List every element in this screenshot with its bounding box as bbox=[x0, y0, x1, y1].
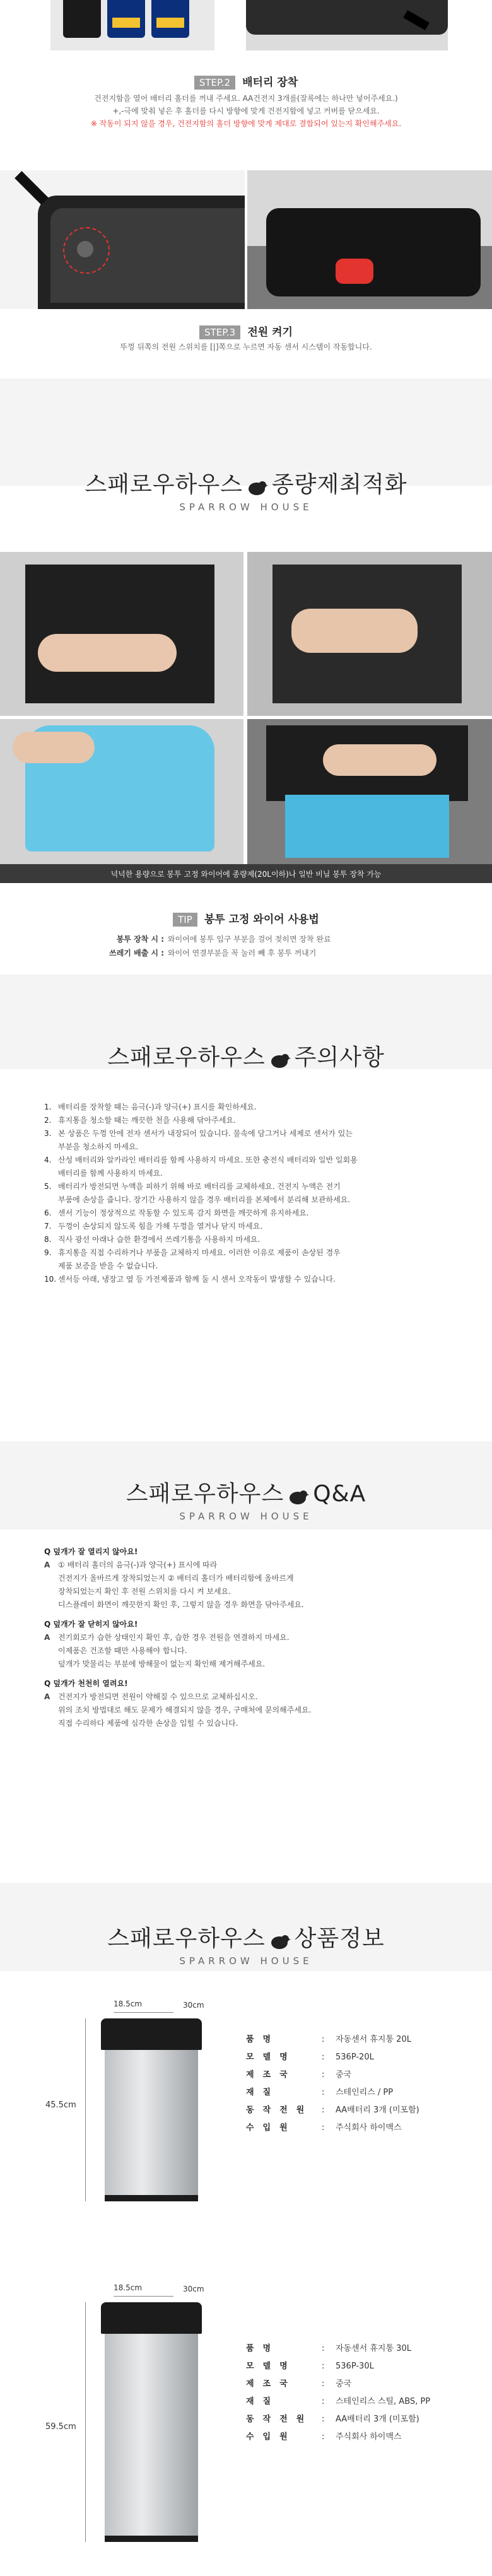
dim-height: 59.5cm bbox=[45, 2422, 76, 2432]
cover-photo bbox=[246, 0, 448, 50]
answer-line: 디스플레이 화면이 깨끗한지 확인 후, 그렇지 않을 경우 화면을 닦아주세요. bbox=[58, 1600, 304, 1609]
answer-line: A 전기회로가 습한 상태인지 확인 후, 습한 경우 전원을 연결하지 마세요. bbox=[44, 1633, 290, 1642]
list-item: 2. 휴지통을 청소할 때는 깨끗한 천을 사용해 닦아주세요. bbox=[44, 1116, 236, 1125]
list-item: 9. 휴지통을 직접 수리하거나 부품을 교체하지 마세요. 이러한 이유로 제품이 손상된 경우 bbox=[44, 1248, 341, 1257]
lid-photo-right bbox=[247, 170, 492, 309]
tip-rows bbox=[95, 932, 448, 960]
bag-photo-2 bbox=[247, 552, 492, 716]
step2-warning: ※ 작동이 되지 않을 경우, 건전지함의 홀더 방향에 맞게 제대로 결합되어 있는지 확인해주세요. bbox=[90, 119, 402, 128]
section-heading-qa bbox=[0, 1476, 492, 1522]
step2-line-1: 건전지함을 열어 배터리 홀더를 꺼내 주세요. AA건전지 3개를(잘록에는 하나만 넣어주세요.) bbox=[94, 94, 398, 103]
list-item: 제품 보증을 받을 수 없습니다. bbox=[58, 1262, 158, 1270]
tip-value: 와이어 연결부분을 꼭 눌러 빼 후 봉투 꺼내기 bbox=[168, 949, 317, 957]
tip-title: 봉투 고정 와이어 사용법 bbox=[204, 913, 319, 926]
dim-depth: 30cm bbox=[183, 2285, 204, 2293]
step2-heading bbox=[0, 73, 492, 90]
question: Q 덮개가 잘 닫히지 않아요! bbox=[44, 1620, 138, 1629]
answer-line: A 건전지가 방전되면 전원이 약해질 수 있으므로 교체하십시오. bbox=[44, 1692, 258, 1701]
power-switch-icon bbox=[336, 259, 373, 284]
step3-tag: STEP.3 bbox=[199, 325, 240, 339]
dim-width: 18.5cm bbox=[114, 1999, 143, 2008]
product-30l bbox=[0, 2283, 492, 2561]
list-item: 7. 두껑이 손상되지 않도록 힘을 가해 두껑을 열거나 닫지 마세요. bbox=[44, 1222, 263, 1231]
list-item: 부분을 청소하지 마세요. bbox=[58, 1142, 139, 1151]
list-item: 부품에 손상을 줍니다. 장기간 사용하지 않을 경우 배터리를 본체에서 분리해 보관하세요. bbox=[58, 1195, 351, 1204]
answer-line: 건전지가 올바르게 장착되었는지 ② 배터리 홀더가 배터리함에 올바르게 bbox=[58, 1574, 294, 1583]
tip-key: 쓰레기 배출 시 : bbox=[109, 949, 164, 957]
battery-cell bbox=[63, 0, 101, 38]
tip-value: 와이어에 봉투 입구 부분을 걸어 젖히면 장착 완료 bbox=[168, 935, 331, 944]
bag-photo-1 bbox=[0, 552, 243, 716]
step2-text bbox=[0, 92, 492, 130]
battery-photo bbox=[50, 0, 214, 50]
brand-name: 스패로우하우스 bbox=[85, 472, 243, 498]
step3-heading bbox=[0, 323, 492, 339]
list-item: 8. 직사 광선 아래나 습한 환경에서 쓰레기통을 사용하지 마세요. bbox=[44, 1235, 261, 1244]
tip-key: 봉투 장착 시 : bbox=[116, 935, 164, 944]
brand-sub: SPARROW HOUSE bbox=[179, 1955, 313, 1967]
question: Q 덮개가 잘 열리지 않아요! bbox=[44, 1547, 138, 1556]
list-item: 3. 본 상품은 두껑 안에 전자 센서가 내장되어 있습니다. 물속에 담그거나 세제로 센서가 있는 bbox=[44, 1129, 353, 1138]
dim-width: 18.5cm bbox=[114, 2283, 143, 2292]
list-item: 배터리를 함께 사용하지 마세요. bbox=[58, 1169, 163, 1178]
bag-caption: 넉넉한 용량으로 봉투 고정 와이어에 종량제(20L이하)나 일반 비닐 봉투 장착 가능 bbox=[110, 870, 382, 879]
bag-photo-3 bbox=[0, 719, 243, 864]
section-heading-caution bbox=[0, 1039, 492, 1072]
step2-title: 배터리 장착 bbox=[242, 76, 298, 89]
list-item: 5. 배터리가 방전되면 누액을 피하기 위해 바로 배터리를 교체하세요. 건전지 누액은 전기 bbox=[44, 1182, 341, 1191]
caution-list bbox=[44, 1101, 454, 1286]
list-item: 6. 센서 기능이 정상적으로 작동할 수 있도록 감지 화면을 깨끗하게 유지하세요. bbox=[44, 1209, 309, 1217]
answer-line: A ① 배터리 홀더의 음극(-)과 양극(+) 표시에 따라 bbox=[44, 1560, 218, 1569]
qa-list bbox=[44, 1539, 454, 1730]
section-title: 주의사항 bbox=[294, 1045, 385, 1070]
brand-name: 스패로우하우스 bbox=[107, 1926, 266, 1952]
tip-tag: TIP bbox=[173, 913, 197, 927]
section-title: Q&A bbox=[313, 1481, 366, 1507]
product-20l bbox=[0, 1993, 492, 2227]
list-item: 1. 배터리를 장착할 때는 음극(-)과 양극(+) 표시를 확인하세요. bbox=[44, 1103, 257, 1111]
section-heading-bag bbox=[0, 467, 492, 513]
bag-photo-4 bbox=[247, 719, 492, 864]
sparrow-logo-icon bbox=[269, 1050, 291, 1067]
trash-can-image bbox=[101, 2302, 202, 2542]
dim-depth: 30cm bbox=[183, 2001, 204, 2010]
sparrow-logo-icon bbox=[288, 1486, 309, 1504]
dim-height: 45.5cm bbox=[45, 2100, 76, 2110]
brand-sub: SPARROW HOUSE bbox=[179, 1511, 313, 1522]
question: Q 덮개가 천천히 열려요! bbox=[44, 1679, 128, 1688]
brand-name: 스패로우하우스 bbox=[107, 1045, 266, 1070]
step3-title: 전원 켜기 bbox=[247, 326, 293, 339]
answer-line: 장착되었는지 확인 후 전원 스위치를 다시 켜 보세요. bbox=[58, 1587, 231, 1596]
tip-heading bbox=[0, 910, 492, 927]
sparrow-logo-icon bbox=[269, 1931, 291, 1948]
battery-cell bbox=[107, 0, 145, 38]
arrow-icon bbox=[15, 171, 49, 205]
lid-photo-left bbox=[0, 170, 245, 309]
trash-can-image bbox=[101, 2018, 202, 2201]
step2-line-2: +,-극에 맞춰 넣은 후 홀더를 다시 방향에 맞게 건전지함에 넣고 커버를 닫으세요. bbox=[112, 107, 380, 115]
answer-line: 직접 수리하다 제품에 심각한 손상을 입힐 수 있습니다. bbox=[58, 1719, 238, 1728]
battery-cell bbox=[151, 0, 189, 38]
answer-line: 이제품은 건조할 때만 사용해야 합니다. bbox=[58, 1646, 187, 1655]
brand-sub: SPARROW HOUSE bbox=[179, 501, 313, 513]
answer-line: 덮개가 맞물리는 부분에 방해물이 없는지 확인해 제거해주세요. bbox=[58, 1660, 266, 1668]
list-item: 10. 센서등 아래, 냉장고 옆 등 가전제품과 함께 둘 시 센서 오작동이 발생할 수 있습니다. bbox=[44, 1275, 336, 1284]
section-title: 상품정보 bbox=[294, 1926, 385, 1952]
spec-table: 품명 : 자동센서 휴지통 20L 모델명 : 536P-20L 제조국 : 중국 재질 : 스테인리스 / PP 동작전원 : AA배터리 3개 (미포함) 수입원 : 주식회사 하이맥스 bbox=[246, 2035, 419, 2133]
sparrow-logo-icon bbox=[247, 477, 268, 495]
answer-line: 위의 조치 방법대로 해도 문제가 해결되지 않을 경우, 구매처에 문의해주세요. bbox=[58, 1706, 312, 1714]
section-title: 종량제최적화 bbox=[271, 472, 407, 498]
step2-tag: STEP.2 bbox=[194, 76, 235, 90]
section-heading-product bbox=[0, 1921, 492, 1967]
spec-table: 품명 : 자동센서 휴지통 30L 모델명 : 536P-30L 제조국 : 중국 재질 : 스테인리스 스틸, ABS, PP 동작전원 : AA배터리 3개 (미포함) 수입원 : 주식회사 하이맥스 bbox=[246, 2344, 431, 2442]
step3-text: 뚜껑 뒤쪽의 전원 스위치를 [|]쪽으로 누르면 자동 센서 시스템이 작동합니다. bbox=[120, 342, 372, 351]
list-item: 4. 산성 배터리와 알카라인 배터리를 함께 사용하지 마세요. 또한 충전식 배터리와 일반 일회용 bbox=[44, 1156, 358, 1164]
brand-name: 스패로우하우스 bbox=[126, 1481, 284, 1507]
